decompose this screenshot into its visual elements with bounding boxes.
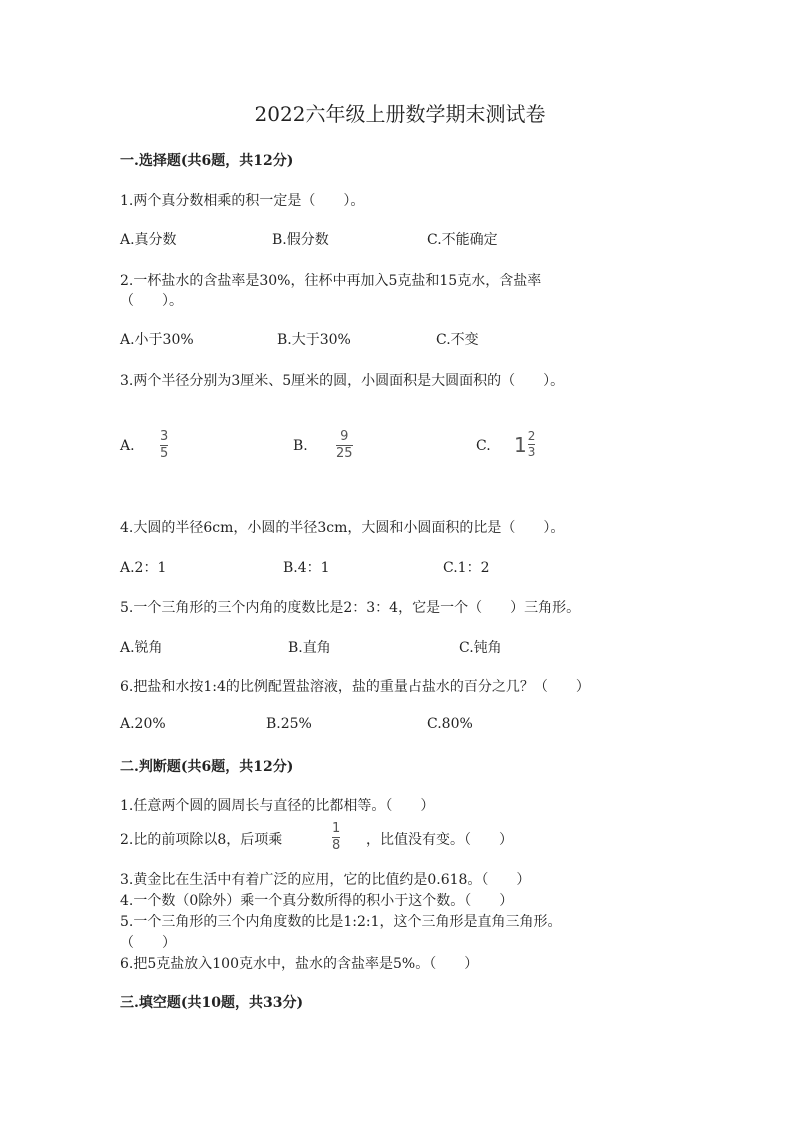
choice-q2-option-a: A.小于30% [120, 332, 194, 348]
mixed-whole: 1 [514, 432, 527, 457]
fraction-numerator: 1 [332, 821, 341, 836]
judge-question-4: 4.一个数（0除外）乘一个真分数所得的积小于这个数。（ ） [120, 893, 514, 909]
choice-question-2-line2: （ ）。 [120, 293, 183, 309]
choice-question-1: 1.两个真分数相乘的积一定是（ ）。 [120, 193, 365, 209]
choice-q1-option-a: A.真分数 [120, 232, 177, 248]
choice-q5-option-a: A.锐角 [120, 640, 163, 656]
choice-q6-option-b: B.25% [266, 716, 312, 732]
fraction-numerator: 3 [160, 429, 169, 444]
choice-q5-option-c: C.钝角 [459, 640, 502, 656]
section-heading-fill-in: 三.填空题(共10题，共33分) [120, 995, 304, 1011]
choice-q3-option-a-fraction [160, 430, 168, 462]
section-heading-choice: 一.选择题(共6题，共12分) [120, 153, 294, 169]
choice-q6-option-c: C.80% [427, 716, 473, 732]
judge-question-5-line2: （ ） [120, 935, 176, 951]
choice-q4-option-a: A.2：1 [120, 560, 167, 576]
fraction-numerator: 9 [340, 429, 349, 444]
fraction-denominator: 8 [332, 838, 341, 854]
choice-q2-option-b: B.大于30% [277, 332, 351, 348]
choice-q5-option-b: B.直角 [288, 640, 331, 656]
fraction-denominator: 5 [160, 446, 169, 462]
choice-q4-option-c: C.1：2 [443, 560, 490, 576]
choice-question-3: 3.两个半径分别为3厘米、5厘米的圆，小圆面积是大圆面积的（ ）。 [120, 373, 565, 389]
choice-q1-option-c: C.不能确定 [427, 232, 498, 248]
judge-question-3: 3.黄金比在生活中有着广泛的应用，它的比值约是0.618。（ ） [120, 872, 531, 888]
judge-q2-fraction [332, 822, 340, 854]
choice-q6-option-a: A.20% [120, 716, 166, 732]
judge-question-5-line1: 5.一个三角形的三个内角度数的比是1:2:1，这个三角形是直角三角形。 [120, 914, 562, 930]
choice-q3-option-c-mixed-number [514, 430, 535, 459]
choice-question-2-line1: 2.一杯盐水的含盐率是30%，往杯中再加入5克盐和15克水，含盐率 [120, 273, 542, 289]
fraction-denominator: 3 [527, 445, 536, 460]
section-heading-judge: 二.判断题(共6题，共12分) [120, 759, 294, 775]
choice-q3-option-b-fraction [336, 430, 353, 462]
choice-q3-option-a-label: A. [120, 438, 135, 454]
judge-question-1: 1.任意两个圆的圆周长与直径的比都相等。（ ） [120, 798, 435, 814]
choice-question-4: 4.大圆的半径6cm，小圆的半径3cm，大圆和小圆面积的比是（ ）。 [120, 520, 565, 536]
judge-question-2-before: 2.比的前项除以8，后项乘 [120, 832, 283, 848]
fraction-denominator: 25 [336, 446, 353, 462]
choice-q2-option-c: C.不变 [436, 332, 479, 348]
choice-question-5: 5.一个三角形的三个内角的度数比是2：3：4，它是一个（ ）三角形。 [120, 600, 581, 616]
judge-question-6: 6.把5克盐放入100克水中，盐水的含盐率是5%。（ ） [120, 956, 479, 972]
choice-q1-option-b: B.假分数 [272, 232, 329, 248]
page-title: 2022六年级上册数学期末测试卷 [254, 102, 546, 126]
choice-q4-option-b: B.4：1 [283, 560, 330, 576]
choice-question-6: 6.把盐和水按1:4的比例配置盐溶液，盐的重量占盐水的百分之几？（ ） [120, 679, 590, 695]
choice-q3-option-c-label: C. [476, 438, 491, 454]
judge-question-2-after: ，比值没有变。（ ） [366, 832, 513, 848]
fraction-numerator: 2 [527, 429, 536, 443]
choice-q3-option-b-label: B. [293, 438, 308, 454]
